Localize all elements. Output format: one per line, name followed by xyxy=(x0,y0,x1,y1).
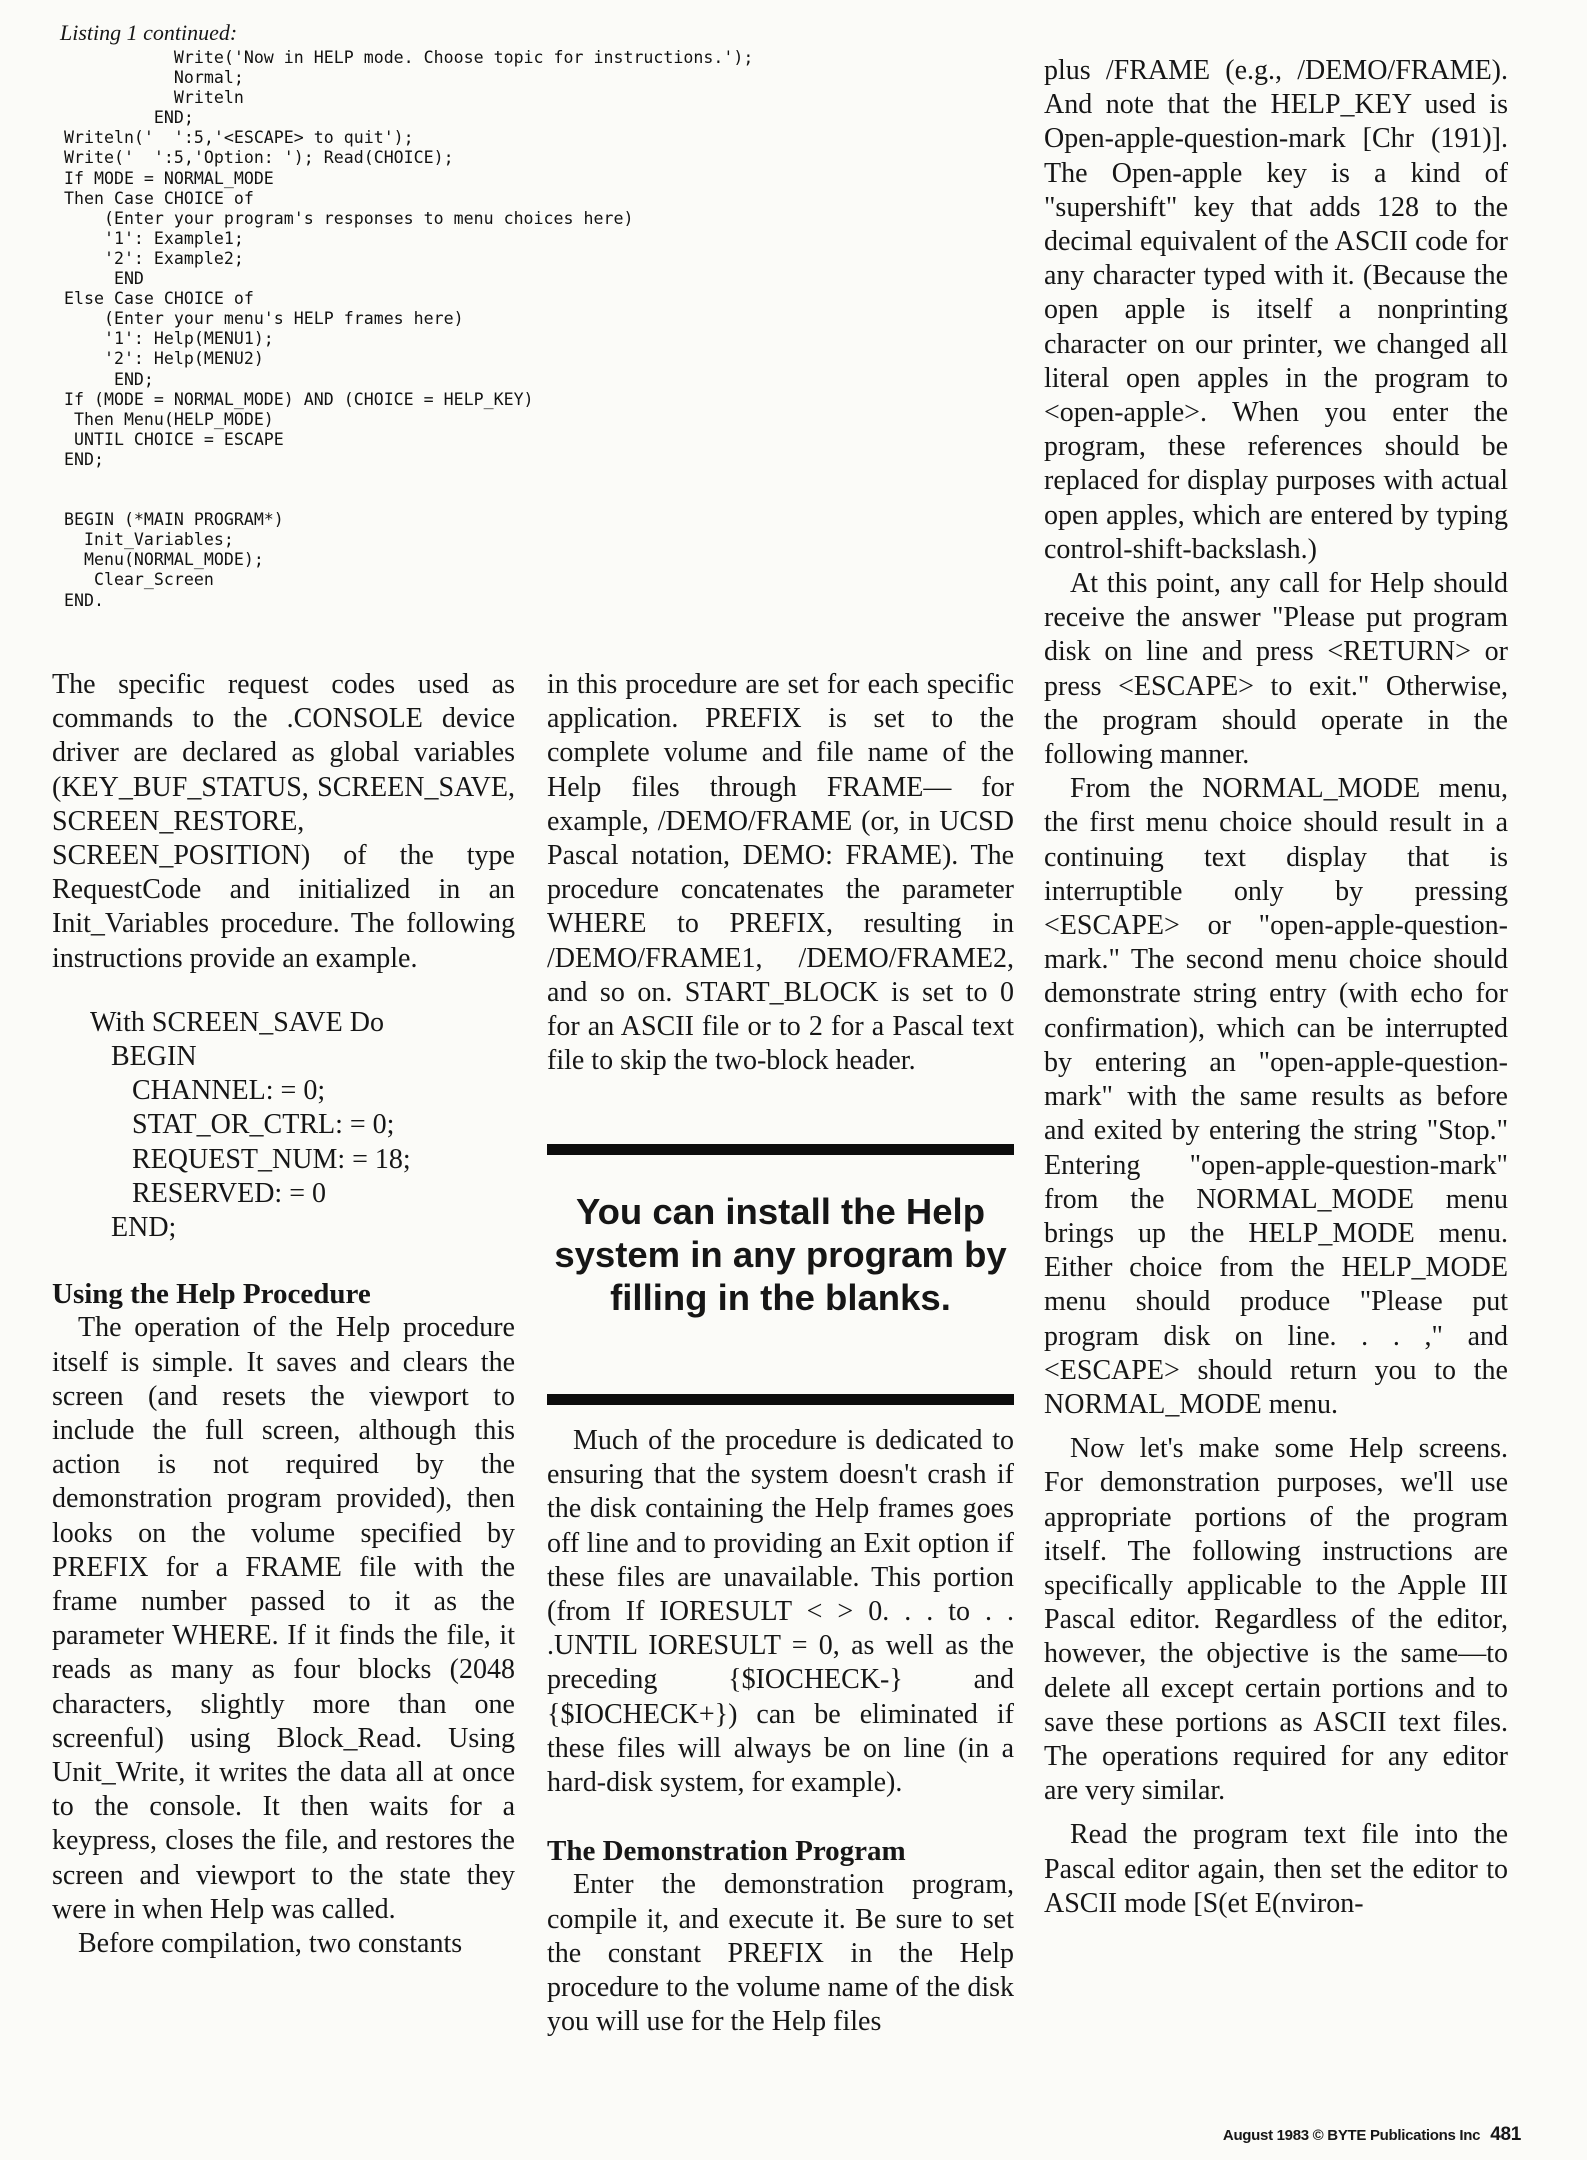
code-line xyxy=(64,490,544,510)
code-line: Writeln xyxy=(64,88,244,108)
page-number: 481 xyxy=(1490,2124,1521,2145)
col3-paragraph-3: From the NORMAL_MODE menu, the first menu choice should result in a continuing text display that is interruptible only by pressing <ESCAPE> or "open-apple-question-mark." The second menu choice should demonstrate string entry (with echo for confirmation), which can be interrupted by entering an "open-apple-question-mark" with the same results as before and exited by entering the string "Stop." Entering "open-apple-question-mark" from the NORMAL_MODE menu brings up the HELP_MODE menu. Either choice from the HELP_MODE menu should produce "Please put program disk on line. . . ," and <ESCAPE> should return you to the NORMAL_MODE menu. xyxy=(1044,773,1508,1420)
col2-paragraph-1: in this procedure are set for each specific application. PREFIX is set to the complete volume and file name of the Help files through FRAME— for example, /DEMO/FRAME (or, in UCSD Pascal notation, DEMO: FRAME). The procedure concatenates the parameter WHERE to PREFIX, resulting in /DEMO/FRAME1, /DEMO/FRAME2, and so on. START_BLOCK is set to 0 for an ASCII file or to 2 for a Pascal text file to skip the two-block header. xyxy=(547,669,1014,1077)
pull-quote-bottom-rule xyxy=(547,1394,1014,1405)
with-block-line: REQUEST_NUM: = 18; xyxy=(90,1143,411,1175)
heading-demo-program: The Demonstration Program xyxy=(547,1835,906,1868)
code-line: Then Case CHOICE of xyxy=(64,188,254,208)
col1-paragraph-2: The operation of the Help procedure itself is simple. It saves and clears the screen (and resets the viewport to include the full screen, although this action is not required by the demonstration program provided), then looks on the volume specified by PREFIX for a FRAME file with the frame number passed to it as the parameter WHERE. If it finds the file, it reads as many as four blocks (2048 characters, slightly more than one screenful) using Block_Read. Using Unit_Write, it writes the data all at once to the console. It then waits for a keypress, closes the file, and restores the screen and viewport to the state they were in when Help was called. xyxy=(52,1312,515,1925)
col1-paragraph-3: Before compilation, two constants xyxy=(78,1928,463,1959)
with-block-line: END; xyxy=(90,1211,177,1243)
code-line: '2': Example2; xyxy=(64,248,244,268)
code-line: Menu(NORMAL_MODE); xyxy=(64,550,264,570)
code-line: Else Case CHOICE of xyxy=(64,289,254,309)
col3-paragraph-2: At this point, any call for Help should receive the answer "Please put program disk on line and press <RETURN> or press <ESCAPE> to exit." Otherwise, the program should operate in the following manner. xyxy=(1044,568,1508,771)
column-1 xyxy=(52,668,515,1961)
with-block-line: BEGIN xyxy=(90,1041,197,1073)
code-line: Writeln(' ':5,'<ESCAPE> to quit'); xyxy=(64,128,414,148)
code-line: Normal; xyxy=(64,68,244,88)
code-line: END. xyxy=(64,590,104,610)
footer-credit: August 1983 © BYTE Publications Inc xyxy=(1222,2127,1481,2144)
with-block-line: CHANNEL: = 0; xyxy=(90,1075,326,1107)
col3-paragraph-4: Now let's make some Help screens. For demonstration purposes, we'll use appropriate portions of the program itself. The following instructions are specifically applicable to the Apple III Pascal editor. Regardless of the editor, however, the objective is the same—to delete all except certain portions and to save these portions as ASCII text files. The operations required for any editor are very similar. xyxy=(1044,1433,1508,1807)
code-line: BEGIN (*MAIN PROGRAM*) xyxy=(64,510,284,530)
code-line: END xyxy=(64,269,144,289)
code-line xyxy=(64,470,544,490)
code-line: '1': Help(MENU1); xyxy=(64,329,274,349)
code-line: If MODE = NORMAL_MODE xyxy=(64,168,274,188)
col3-paragraph-5: Read the program text file into the Pascal editor again, then set the editor to ASCII mode [S(et E(nviron- xyxy=(1044,1819,1508,1919)
col2-paragraph-2: Much of the procedure is dedicated to ensuring that the system doesn't crash if the disk containing the Help frames goes off line and to providing an Exit option if these files are unavailable. This portion (from If IORESULT < > 0. . . to . . .UNTIL IORESULT = 0, as well as the preceding {$IOCHECK-} and {$IOCHECK+}) can be eliminated if these files will always be on line (in a hard-disk system, for example). xyxy=(547,1425,1014,1799)
code-line: If (MODE = NORMAL_MODE) AND (CHOICE = HELP_KEY) xyxy=(64,389,534,409)
heading-using-help: Using the Help Procedure xyxy=(52,1278,371,1311)
col2-paragraph-3: Enter the demonstration program, compile it, and execute it. Be sure to set the constant PREFIX in the Help procedure to the volume name of the disk you will use for the Help files xyxy=(547,1869,1014,2038)
col1-paragraph-1: The specific request codes used as commands to the .CONSOLE device driver are declared as global variables (KEY_BUF_STATUS, SCREEN_SAVE, SCREEN_RESTORE, SCREEN_POSITION) of the type RequestCode and initialized in an Init_Variables procedure. The following instructions provide an example. xyxy=(52,669,515,974)
code-line: Write('Now in HELP mode. Choose topic for instructions.'); xyxy=(64,48,754,67)
code-line: Then Menu(HELP_MODE) xyxy=(64,409,274,429)
code-line: '1': Example1; xyxy=(64,228,244,248)
with-block-line: RESERVED: = 0 xyxy=(90,1177,327,1209)
code-listing xyxy=(64,48,754,611)
code-line: UNTIL CHOICE = ESCAPE xyxy=(64,429,284,449)
code-line: END; xyxy=(64,108,194,128)
pull-quote xyxy=(547,1144,1014,1406)
with-block-line: STAT_OR_CTRL: = 0; xyxy=(90,1109,395,1141)
pull-quote-top-rule xyxy=(547,1144,1014,1155)
code-line: END; xyxy=(64,449,104,469)
code-line: Init_Variables; xyxy=(64,530,234,550)
with-block-line: With SCREEN_SAVE Do xyxy=(90,1006,384,1038)
code-line: END; xyxy=(64,369,154,389)
code-line: '2': Help(MENU2) xyxy=(64,349,264,369)
page-footer xyxy=(1223,2124,1521,2146)
column-3 xyxy=(1044,54,1508,1921)
listing-label: Listing 1 continued: xyxy=(60,20,238,45)
column-2-bottom xyxy=(547,1424,1014,2039)
code-line: Clear_Screen xyxy=(64,570,214,590)
code-line: (Enter your menu's HELP frames here) xyxy=(64,309,464,329)
col3-paragraph-1: plus /FRAME (e.g., /DEMO/FRAME). And note that the HELP_KEY used is Open-apple-question-mark [Chr (191)]. The Open-apple key is a kind of "supershift" key that adds 128 to the decimal equivalent of the ASCII code for any character typed with it. (Because the open apple is itself a nonprinting character on our printer, we changed all literal open apples in the program to <open-apple>. When you enter the program, these references should be replaced for display purposes with actual open apples, which are entered by typing control-shift-backslash.) xyxy=(1044,55,1508,565)
with-block-code xyxy=(52,1006,515,1245)
column-2-top xyxy=(547,668,1014,1078)
code-line: (Enter your program's responses to menu choices here) xyxy=(64,208,634,228)
code-line: Write(' ':5,'Option: '); Read(CHOICE); xyxy=(64,148,454,168)
pull-quote-text: You can install the Help system in any program by filling in the blanks. xyxy=(554,1191,1007,1318)
